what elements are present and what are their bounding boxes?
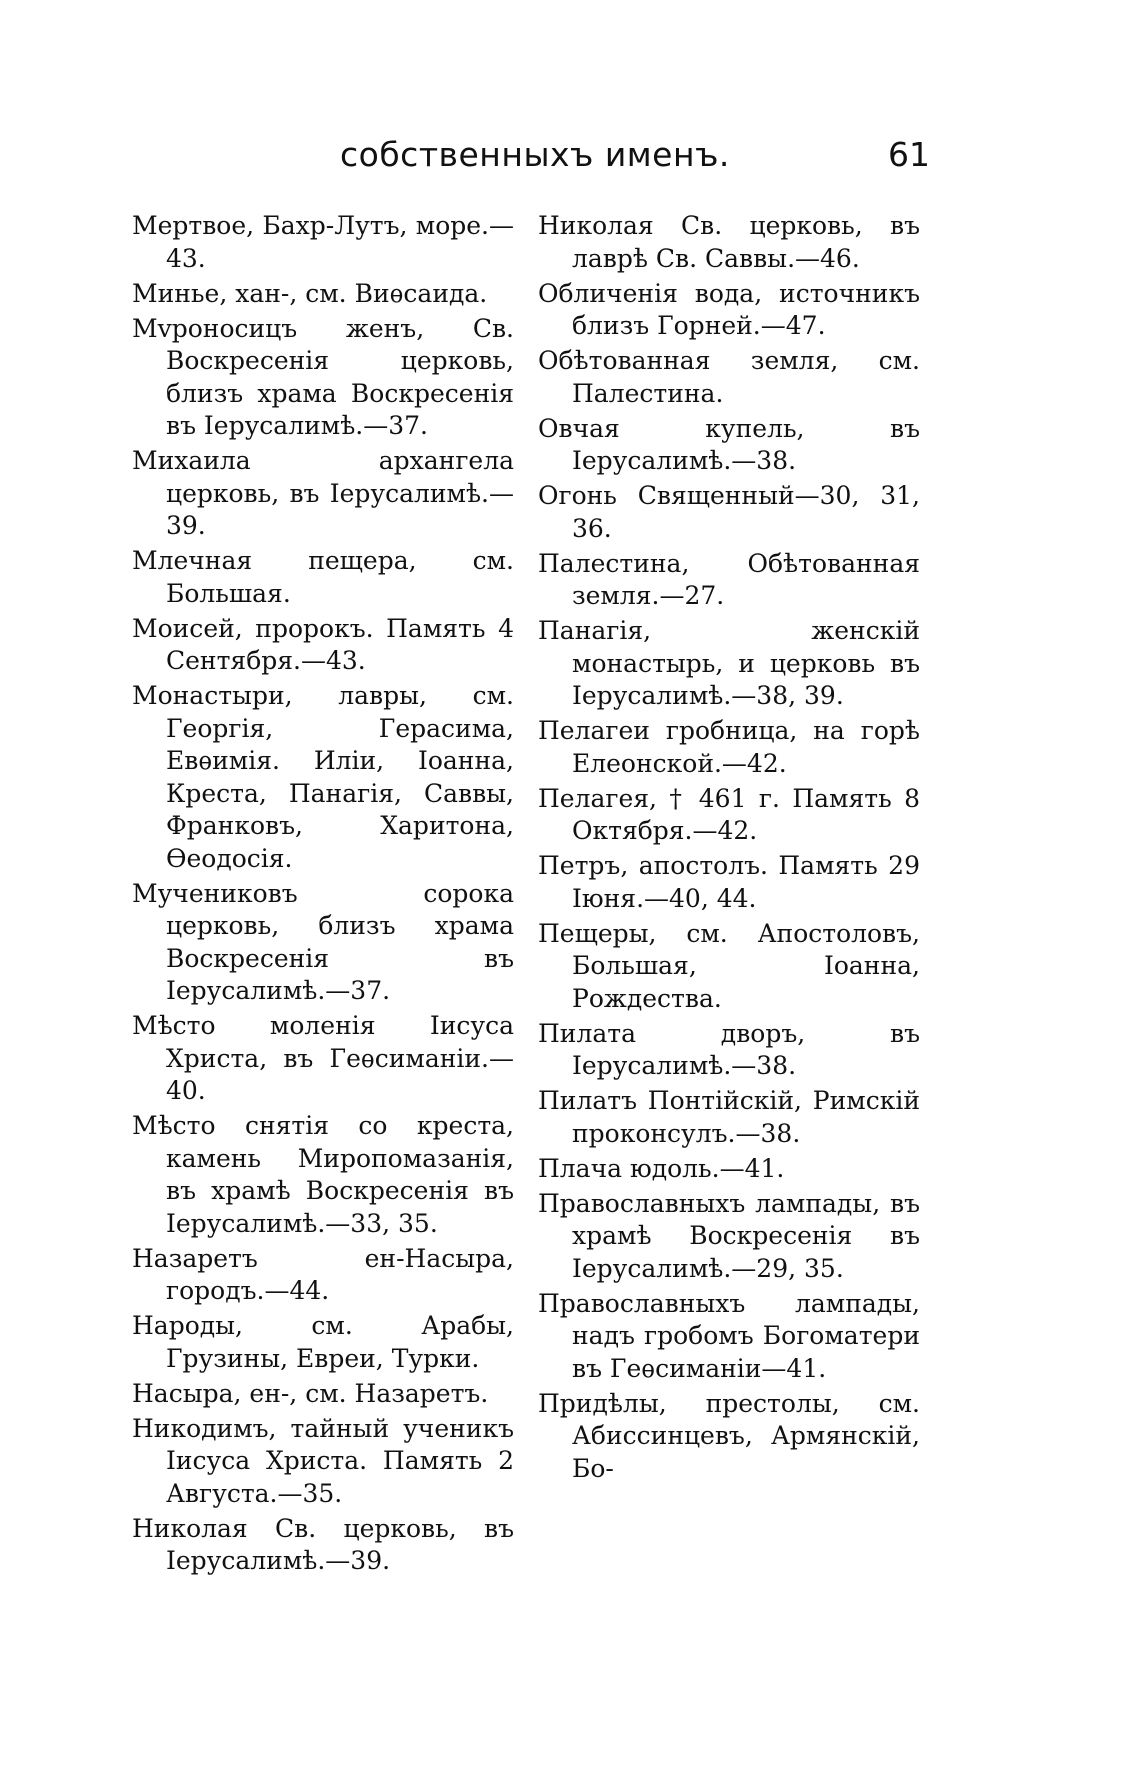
index-entry: Панагія, женскій монастырь, и церковь въ Іерусалимѣ.—38, 39. xyxy=(538,616,920,710)
index-entry: Плача юдоль.—41. xyxy=(538,1153,785,1183)
index-entry: Мертвое, Бахр-Лутъ, море.—43. xyxy=(132,211,514,273)
index-entry: Млечная пещера, см. Большая. xyxy=(132,546,514,608)
index-entry: Михаила архангела церковь, въ Іерусалимѣ.—39. xyxy=(132,446,514,540)
page-number: 61 xyxy=(888,135,930,174)
index-entry: Пилата дворъ, въ Іерусалимѣ.—38. xyxy=(538,1018,920,1080)
index-entry: Народы, см. Арабы, Грузины, Евреи, Турки. xyxy=(132,1311,514,1373)
index-entry: Православныхъ лампады, въ храмѣ Воскресенія въ Іерусалимѣ.—29, 35. xyxy=(538,1188,920,1283)
index-entry: Петръ, апостолъ. Память 29 Іюня.—40, 44. xyxy=(538,851,920,913)
index-entry: Мѣсто снятія со креста, камень Миропомазанія, въ храмѣ Воскресенія въ Іерусалимѣ.—33, 35. xyxy=(132,1111,514,1238)
running-title: собственныхъ именъ. xyxy=(340,135,730,174)
index-entry: Моисей, пророкъ. Память 4 Сентября.—43. xyxy=(132,613,514,675)
index-entry: Мvроносицъ женъ, Св. Воскресенія церковь, близъ храма Воскресенія въ Іерусалимѣ.—37. xyxy=(132,313,514,440)
index-column-right xyxy=(538,210,920,1488)
index-entry: Назаретъ ен-Насыра, городъ.—44. xyxy=(132,1243,514,1305)
index-entry: Насыра, ен-, см. Назаретъ. xyxy=(132,1378,489,1408)
index-entry: Овчая купель, въ Іерусалимѣ.—38. xyxy=(538,413,920,475)
index-entry: Мучениковъ сорока церковь, близъ храма Воскресенія въ Іерусалимѣ.—37. xyxy=(132,878,514,1005)
index-entry: Миньe, хан-, см. Виѳсаида. xyxy=(132,278,488,308)
index-column-left xyxy=(132,210,514,1580)
index-entry: Пелагеи гробница, на горѣ Елеонской.—42. xyxy=(538,716,920,778)
index-entry: Пелагея, † 461 г. Память 8 Октября.—42. xyxy=(538,783,920,845)
index-entry: Никодимъ, тайный ученикъ Іисуса Христа. Память 2 Августа.—35. xyxy=(132,1413,514,1508)
index-entry: Пещеры, см. Апостоловъ, Большая, Іоанна, Рождества. xyxy=(538,918,920,1013)
index-entry: Обѣтованная земля, см. Палестина. xyxy=(538,346,920,408)
index-entry: Мѣсто моленія Іисуса Христа, въ Геѳсиманіи.—40. xyxy=(132,1011,514,1105)
index-entry: Пилатъ Понтійскій, Римскій проконсулъ.—38. xyxy=(538,1086,920,1148)
index-entry: Православныхъ лампады, надъ гробомъ Богоматери въ Геѳсиманіи—41. xyxy=(538,1288,920,1383)
page-header xyxy=(130,135,930,185)
index-entry: Николая Св. церковь, въ Іерусалимѣ.—39. xyxy=(132,1513,514,1575)
index-entry: Придѣлы, престолы, см. Абиссинцевъ, Армянскій, Бо- xyxy=(538,1388,920,1483)
index-entry: Огонь Священный—30, 31, 36. xyxy=(538,481,920,543)
index-entry: Николая Св. церковь, въ лаврѣ Св. Саввы.—46. xyxy=(538,211,920,273)
index-entry: Обличенія вода, источникъ близъ Горней.—47. xyxy=(538,278,920,340)
index-entry: Палестина, Обѣтованная земля.—27. xyxy=(538,548,920,610)
index-entry: Монастыри, лавры, см. Георгія, Герасима, Евѳимія. Иліи, Іоанна, Креста, Панагія, Саввы, Франковъ, Харитона, Ѳеодосія. xyxy=(132,681,514,873)
